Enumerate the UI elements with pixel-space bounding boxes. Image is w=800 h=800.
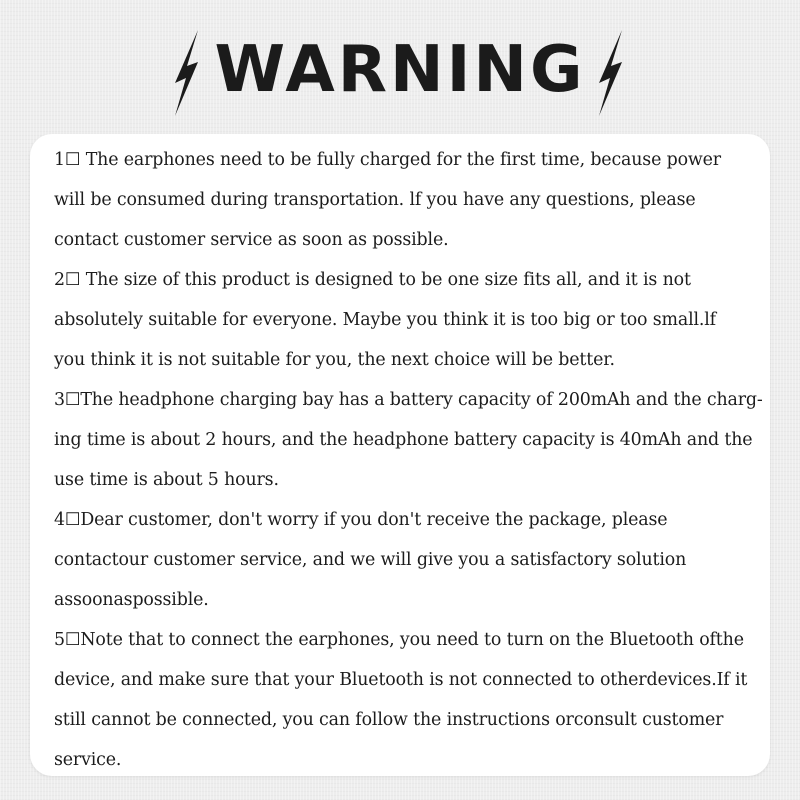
notice-line: contact customer service as soon as possible. [54, 230, 449, 250]
notice-line: absolutely suitable for everyone. Maybe you think it is too big or too small.lf [54, 310, 716, 330]
notice-line: 4☐Dear customer, don't worry if you don't receive the package, please [54, 510, 668, 530]
notice-item [54, 620, 760, 780]
notice-line: use time is about 5 hours. [54, 470, 279, 490]
lightning-bolt-icon [596, 28, 626, 118]
notice-line: 2☐ The size of this product is designed to be one size fits all, and it is not [54, 270, 691, 290]
notice-line: 5☐Note that to connect the earphones, you need to turn on the Bluetooth ofthe [54, 630, 744, 650]
notice-card [30, 134, 770, 776]
notice-line: ing time is about 2 hours, and the headphone battery capacity is 40mAh and the [54, 430, 753, 450]
notice-item [54, 260, 760, 380]
notice-item [54, 380, 763, 500]
notice-line: device, and make sure that your Bluetooth is not connected to otherdevices.If it [54, 670, 748, 690]
notice-item [54, 140, 760, 260]
notice-line: still cannot be connected, you can follow the instructions orconsult customer [54, 710, 724, 730]
warning-header [0, 28, 800, 118]
notice-line: assoonaspossible. [54, 590, 209, 610]
notice-line: 1☐ The earphones need to be fully charged for the first time, because power [54, 150, 721, 170]
notice-item [54, 500, 760, 620]
page-title: WARNING [214, 33, 586, 107]
notice-line: service. [54, 750, 122, 770]
notice-line: 3☐The headphone charging bay has a battery capacity of 200mAh and the charg- [54, 390, 763, 410]
notice-line: will be consumed during transportation. lf you have any questions, please [54, 190, 696, 210]
notice-line: you think it is not suitable for you, the next choice will be better. [54, 350, 615, 370]
notice-line: contactour customer service, and we will give you a satisfactory solution [54, 550, 687, 570]
